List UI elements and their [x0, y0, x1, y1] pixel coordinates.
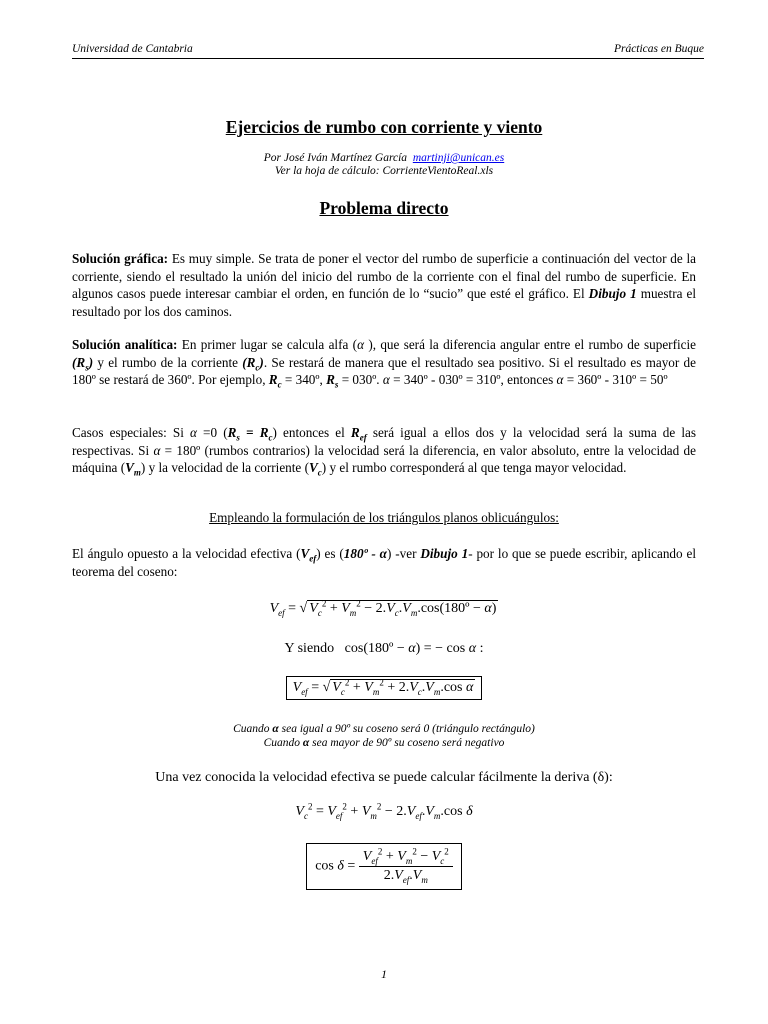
text: ) es (: [316, 546, 344, 561]
alpha-symbol: α: [556, 372, 564, 387]
dibujo-ref: Dibujo 1: [588, 286, 637, 301]
header-course: Prácticas en Buque: [613, 43, 704, 55]
author: Por José Iván Martínez García: [263, 152, 408, 164]
text: En primer lugar se calcula alfa (: [177, 337, 358, 352]
subheading: Empleando la formulación de los triángulos planos oblicuángulos:: [209, 510, 559, 525]
paragraph-casos-especiales: [72, 424, 696, 477]
note-2: Cuando α sea mayor de 90º su coseno será negativo: [263, 737, 505, 749]
y-siendo-text: Y siendo: [284, 641, 335, 656]
text: = 030º.: [338, 372, 383, 387]
equation-vef-boxed: $V_{ef}$ = √ $V_c^2 + V_m^2 + 2.V_c.V_m.\cos$ α: [72, 676, 696, 700]
text: y el rumbo de la corriente: [93, 354, 243, 370]
equation-vc-squared: $V_c^2 = V_{ef}^2 + V_m^2 - 2.V_{ef}.V_m.\cos$ δ: [295, 801, 473, 821]
ex-rc: $R_c$: [268, 372, 282, 390]
author-email-link[interactable]: martinji@unican.es: [412, 152, 505, 164]
ex-rs: $R_s$: [326, 372, 339, 390]
text: ) -ver: [386, 546, 421, 561]
note-1: Cuando α sea igual a 90º su coseno será 0 (triángulo rectángulo): [233, 723, 535, 735]
text: . Se restará de manera que el resultado sea positivo. Si el resultado es mayor de 180º se restará de 360º. Por ejemplo,: [72, 354, 696, 387]
text: Casos especiales: Si: [72, 425, 190, 440]
paragraph-solucion-grafica: [72, 250, 696, 320]
text: muestra el resultado por los dos caminos.: [72, 286, 696, 319]
rs-symbol: $R_s = R_c$: [227, 425, 273, 443]
text: =0 (: [196, 425, 228, 440]
text: será igual a ellos dos y la velocidad será la suma de las respectivas. Si: [72, 425, 697, 458]
text: - por lo que se puede escribir, aplicando el teorema del coseno:: [72, 546, 696, 579]
angle-expression: 180º - α: [343, 546, 387, 561]
text: = 360º - 310º = 50º: [563, 372, 668, 387]
ref-symbol: $R_{ef}$: [350, 425, 367, 443]
alpha-symbol: α: [190, 425, 197, 440]
label-solucion-grafica: Solución gráfica:: [72, 251, 169, 266]
page-header: [72, 43, 704, 59]
header-university: Universidad de Cantabria: [72, 43, 193, 55]
document-title: Ejercicios de rumbo con corriente y viento: [225, 117, 543, 137]
section-title: Problema directo: [319, 198, 449, 218]
text: ), que será la diferencia angular entre el rumbo de superficie: [368, 337, 696, 352]
alpha-symbol: α: [382, 372, 390, 387]
vc-symbol: $V_c$: [308, 460, 322, 478]
dibujo-ref: Dibujo 1: [420, 546, 469, 561]
equation-cos-identity: Y siendo cos(180º − α) = − cos α :: [284, 641, 484, 656]
rc-symbol: $(R_c)$: [242, 354, 264, 373]
text: ) entonces el: [272, 425, 351, 440]
text: ) y el rumbo corresponderá al que tenga mayor velocidad.: [321, 460, 627, 475]
text: = 340º - 030º = 310º, entonces: [389, 372, 557, 387]
text: ) y la velocidad de la corriente (: [140, 460, 309, 475]
equation-cos-delta-boxed: cos δ = $\frac{V_{ef}^2 + V_m^2 - V_c^2}{2.V_{ef}.V_m}$: [72, 843, 696, 890]
equation-vef-cosine-law: $V_{ef}$ = √ $V_c^2 + V_m^2$ − $2.V_c.V_m.\cos(180º - \alpha)$: [269, 598, 497, 618]
vef-symbol: $V_{ef}$: [300, 546, 317, 564]
label-solucion-analitica: Solución analítica:: [72, 337, 178, 352]
spreadsheet-ref: Ver la hoja de cálculo: CorrienteVientoReal.xls: [274, 165, 494, 177]
paragraph-angulo-opuesto: [72, 545, 696, 580]
text: = 340º,: [281, 372, 327, 387]
text: = 180º (rumbos contrarios) la velocidad será la diferencia, en valor absoluto, entre la velocidad de máquina (: [72, 442, 696, 475]
paragraph-solucion-analitica: [72, 336, 696, 389]
alpha-symbol: α: [357, 337, 364, 352]
text: El ángulo opuesto a la velocidad efectiva (: [72, 546, 301, 561]
vm-symbol: $V_m$: [125, 460, 141, 478]
byline: [72, 152, 696, 178]
rs-symbol: $(R_s)$: [72, 354, 94, 373]
text: Es muy simple. Se trata de poner el vector del rumbo de superficie a continuación del vector de la corriente, siendo el resultado la unión del inicio del rumbo de la corriente con el final del rumbo de superficie. En algunos casos puede interesar cambiar el orden, en función de lo “sucio” que esté el gráfico. El: [72, 251, 696, 301]
notes: [72, 722, 696, 750]
alpha-symbol: α: [153, 442, 161, 458]
page-number: 1: [381, 967, 387, 981]
paragraph-deriva: Una vez conocida la velocidad efectiva se puede calcular fácilmente la deriva (δ):: [155, 770, 613, 785]
